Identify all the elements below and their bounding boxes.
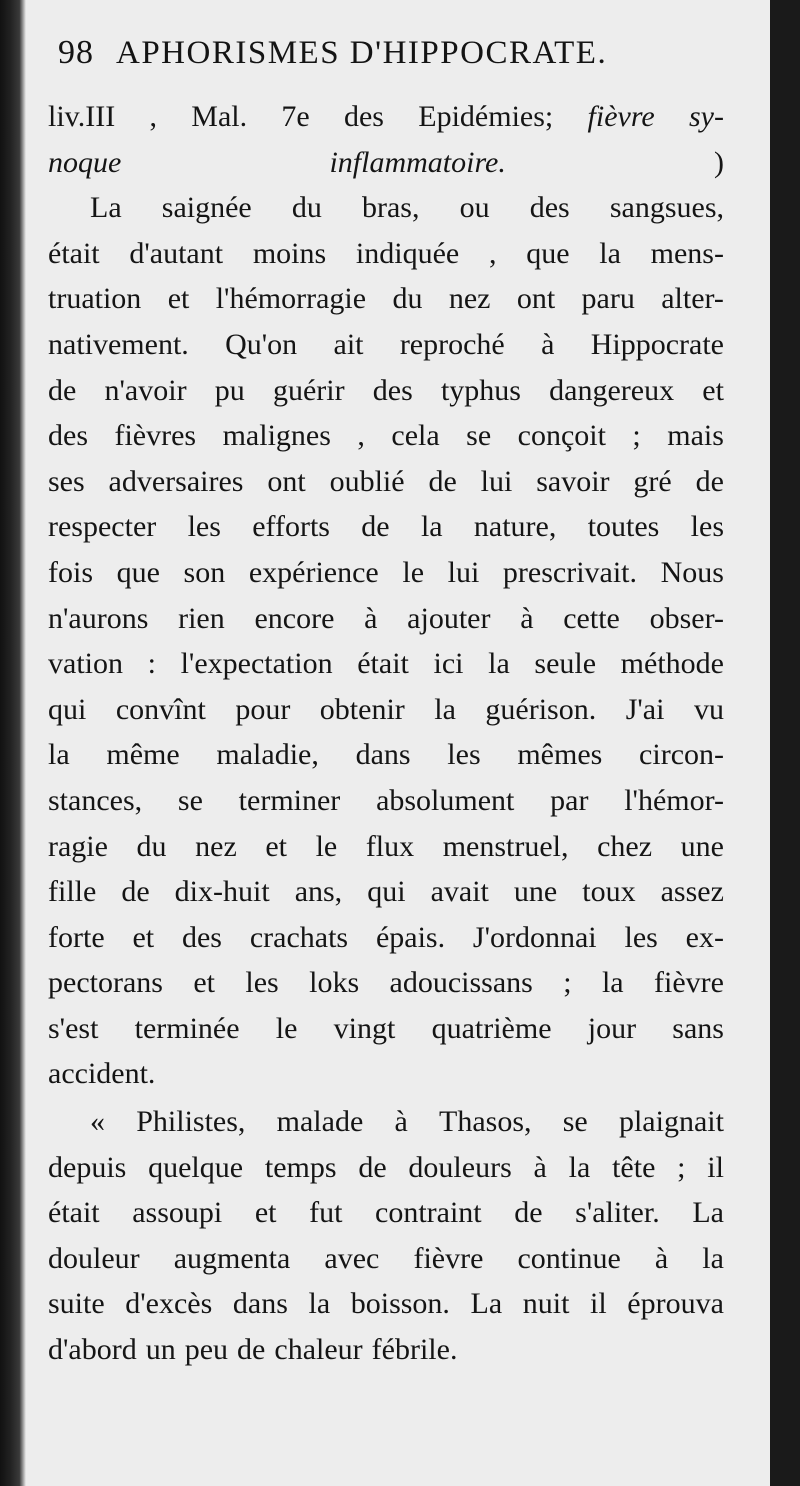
word: terminer bbox=[238, 783, 341, 817]
word: le bbox=[402, 555, 425, 589]
word: augmenta bbox=[173, 1241, 291, 1275]
text-line bbox=[48, 869, 724, 915]
text-line bbox=[48, 1051, 724, 1097]
page-edge-shadow bbox=[770, 0, 800, 1486]
word: des bbox=[343, 100, 384, 133]
word: d'autant bbox=[129, 236, 224, 270]
word: la bbox=[488, 647, 510, 681]
word: à bbox=[520, 601, 534, 635]
word: et bbox=[265, 829, 287, 863]
word: J'ordonnai bbox=[472, 920, 597, 954]
word: il bbox=[707, 1150, 724, 1184]
word: quatrième bbox=[431, 1011, 552, 1045]
word: fut bbox=[309, 1196, 343, 1230]
word: s'est bbox=[48, 1011, 99, 1045]
word: et bbox=[167, 282, 190, 316]
word: douleur bbox=[48, 1241, 140, 1275]
word: obser- bbox=[649, 601, 724, 635]
word: conçoit bbox=[517, 419, 606, 453]
page-gutter-shadow bbox=[0, 0, 26, 1486]
word: la bbox=[702, 1241, 724, 1275]
word: adoucissans bbox=[389, 966, 533, 1000]
text-line bbox=[48, 1190, 724, 1236]
word: ou bbox=[459, 191, 490, 225]
word: la bbox=[420, 510, 443, 544]
word: La bbox=[692, 1196, 724, 1230]
word: nativement. bbox=[48, 327, 189, 361]
word: inflammatoire. bbox=[329, 145, 506, 179]
word: et bbox=[254, 1196, 277, 1230]
word: , bbox=[149, 100, 157, 133]
word: ex- bbox=[685, 920, 724, 954]
word: était bbox=[357, 647, 409, 681]
text-line bbox=[48, 368, 724, 414]
word: menstruel, bbox=[442, 829, 569, 863]
text-line bbox=[48, 596, 724, 642]
word: malade bbox=[276, 1105, 364, 1139]
word: les bbox=[624, 920, 658, 954]
word: expérience bbox=[248, 555, 379, 589]
word: paru bbox=[581, 282, 635, 316]
word: ; bbox=[563, 966, 572, 1000]
word: la bbox=[568, 1150, 591, 1184]
word: guérir bbox=[272, 373, 345, 407]
text-line bbox=[48, 140, 724, 186]
word: circon- bbox=[639, 738, 724, 772]
word: ont bbox=[516, 282, 556, 316]
word: nez bbox=[448, 282, 491, 316]
word: noque bbox=[48, 145, 122, 179]
word: reproché bbox=[399, 327, 505, 361]
word: la bbox=[601, 966, 624, 1000]
word: convînt bbox=[115, 692, 206, 726]
text-line bbox=[48, 413, 724, 459]
text-line bbox=[48, 504, 724, 550]
word: dix-huit bbox=[174, 875, 270, 909]
word: loks bbox=[309, 966, 360, 1000]
text-line bbox=[48, 1327, 724, 1373]
word: peu bbox=[184, 1333, 229, 1367]
word: ici bbox=[433, 647, 464, 681]
word: l'hémorragie bbox=[215, 282, 367, 316]
word: forte bbox=[48, 920, 105, 954]
text-line bbox=[48, 687, 724, 733]
word: se bbox=[562, 1105, 588, 1139]
word: à bbox=[533, 1150, 547, 1184]
word: La bbox=[90, 191, 122, 225]
word: des bbox=[529, 191, 570, 225]
word: suite bbox=[48, 1287, 105, 1321]
word: se bbox=[177, 783, 203, 817]
word: se bbox=[466, 419, 492, 453]
word: les bbox=[690, 510, 724, 544]
word: terminée bbox=[134, 1011, 240, 1045]
word: la bbox=[48, 738, 70, 772]
word: à bbox=[654, 1241, 669, 1275]
text-line bbox=[48, 960, 724, 1006]
word: de bbox=[695, 464, 724, 498]
text-line bbox=[48, 94, 724, 140]
word: à bbox=[541, 327, 555, 361]
word: par bbox=[550, 783, 589, 817]
word: de bbox=[361, 510, 390, 544]
text-line bbox=[48, 550, 724, 596]
word: 7e bbox=[281, 100, 310, 133]
word: et bbox=[132, 920, 155, 954]
word: pu bbox=[214, 373, 245, 407]
word: moins bbox=[252, 236, 327, 270]
word: de bbox=[514, 1196, 543, 1230]
word: truation bbox=[48, 282, 142, 316]
word: épais. bbox=[375, 920, 446, 954]
word: la bbox=[599, 236, 621, 270]
word: ) bbox=[714, 145, 724, 179]
word: assez bbox=[660, 875, 724, 909]
word: seule bbox=[534, 647, 597, 681]
word: les bbox=[245, 966, 279, 1000]
text-line bbox=[48, 1236, 724, 1282]
word: de bbox=[121, 875, 150, 909]
word: et bbox=[702, 373, 724, 407]
word: bras, bbox=[361, 191, 420, 225]
word: alter- bbox=[661, 282, 724, 316]
text-line bbox=[48, 1281, 724, 1327]
word: une bbox=[513, 875, 558, 909]
word: de bbox=[48, 373, 77, 407]
word: ; bbox=[677, 1150, 686, 1184]
word: la bbox=[434, 692, 456, 726]
word: Thasos, bbox=[439, 1105, 532, 1139]
text-line bbox=[48, 322, 724, 368]
word: de bbox=[237, 1333, 266, 1367]
text-line bbox=[48, 276, 724, 322]
word: crachats bbox=[249, 920, 349, 954]
word: J'ai bbox=[625, 692, 665, 726]
word: liv.III bbox=[48, 100, 116, 133]
word: n'avoir bbox=[104, 373, 187, 407]
word: ont bbox=[267, 464, 306, 498]
word: l'hémor- bbox=[624, 783, 724, 817]
text-line bbox=[48, 1099, 724, 1145]
running-title: APHORISMES D'HIPPOCRATE. bbox=[116, 35, 608, 71]
word: pectorans bbox=[48, 966, 163, 1000]
word: fièvres bbox=[114, 419, 197, 453]
word: qui bbox=[48, 692, 87, 726]
word: ans, bbox=[294, 875, 343, 909]
word: , bbox=[488, 236, 497, 270]
word: était bbox=[48, 1196, 100, 1230]
word: à bbox=[394, 1105, 408, 1139]
word: nez bbox=[195, 829, 237, 863]
word: Hippocrate bbox=[590, 327, 724, 361]
word: vation bbox=[48, 647, 123, 681]
text-line bbox=[48, 732, 724, 778]
word: une bbox=[680, 829, 724, 863]
text-line bbox=[48, 778, 724, 824]
text-line bbox=[48, 231, 724, 277]
word: cela bbox=[391, 419, 440, 453]
word: éprouva bbox=[627, 1287, 724, 1321]
word: Philistes, bbox=[136, 1105, 246, 1139]
text-line bbox=[48, 915, 724, 961]
word: cette bbox=[563, 601, 620, 635]
word: les bbox=[187, 510, 221, 544]
word: continue bbox=[517, 1241, 621, 1275]
word: indiquée bbox=[355, 236, 460, 270]
word: La bbox=[470, 1287, 503, 1321]
page-header bbox=[58, 34, 718, 94]
word: sans bbox=[672, 1011, 724, 1045]
word: pour bbox=[235, 692, 291, 726]
word: fébrile. bbox=[371, 1333, 458, 1367]
page-number: 98 bbox=[58, 34, 94, 71]
word: prescrivait. bbox=[502, 555, 638, 589]
word: du bbox=[291, 191, 322, 225]
word: sangsues, bbox=[609, 191, 724, 225]
word: des bbox=[372, 373, 413, 407]
word: mais bbox=[667, 419, 724, 453]
word: quelque bbox=[148, 1150, 244, 1184]
word: toutes bbox=[587, 510, 660, 544]
word: de bbox=[358, 1150, 387, 1184]
word: Epidémies; bbox=[418, 100, 554, 133]
word: d'abord bbox=[48, 1333, 137, 1367]
text-line bbox=[48, 1006, 724, 1052]
word: le bbox=[275, 1011, 298, 1045]
word: chez bbox=[597, 829, 653, 863]
word: nuit bbox=[522, 1287, 570, 1321]
word: de bbox=[428, 464, 457, 498]
word: ses bbox=[48, 464, 85, 498]
word: dans bbox=[355, 738, 411, 772]
word: ait bbox=[333, 327, 364, 361]
word: le bbox=[315, 829, 338, 863]
word: tête bbox=[612, 1150, 656, 1184]
word: oublié bbox=[329, 464, 405, 498]
word: dangereux bbox=[549, 373, 675, 407]
word: savoir bbox=[536, 464, 610, 498]
word: , bbox=[357, 419, 365, 453]
word: que bbox=[116, 555, 160, 589]
word: méthode bbox=[620, 647, 724, 681]
word: mens- bbox=[650, 236, 724, 270]
word: plaignait bbox=[618, 1105, 724, 1139]
text-line bbox=[48, 459, 724, 505]
word: un bbox=[145, 1333, 176, 1367]
word: respecter bbox=[48, 510, 157, 544]
word: Mal. bbox=[191, 100, 248, 133]
word: absolument bbox=[376, 783, 515, 817]
word: la bbox=[308, 1287, 331, 1321]
word: à bbox=[364, 601, 378, 635]
word: sy- bbox=[689, 100, 724, 133]
word: n'aurons bbox=[48, 601, 149, 635]
word: efforts bbox=[252, 510, 330, 544]
word: vu bbox=[693, 692, 724, 726]
word: des bbox=[48, 419, 88, 453]
word: flux bbox=[365, 829, 415, 863]
word: depuis bbox=[48, 1150, 127, 1184]
text-line bbox=[48, 185, 724, 231]
word: mêmes bbox=[517, 738, 603, 772]
word: accident. bbox=[48, 1057, 156, 1091]
word: Qu'on bbox=[225, 327, 298, 361]
word: gré bbox=[633, 464, 672, 498]
word: : bbox=[147, 647, 156, 681]
word: malignes bbox=[222, 419, 331, 453]
text-line bbox=[48, 641, 724, 687]
word: s'aliter. bbox=[575, 1196, 660, 1230]
word: Nous bbox=[660, 555, 724, 589]
word: typhus bbox=[440, 373, 521, 407]
word: saignée bbox=[161, 191, 252, 225]
word: lui bbox=[480, 464, 513, 498]
word: fièvre bbox=[413, 1241, 484, 1275]
word: fièvre bbox=[587, 100, 655, 133]
body-text bbox=[48, 94, 724, 1373]
word: son bbox=[183, 555, 226, 589]
word: vingt bbox=[333, 1011, 396, 1045]
word: avait bbox=[430, 875, 489, 909]
text-line bbox=[48, 824, 724, 870]
word: toux bbox=[582, 875, 636, 909]
word: boisson. bbox=[350, 1287, 450, 1321]
word: ajouter bbox=[407, 601, 491, 635]
word: et bbox=[193, 966, 215, 1000]
word: stances, bbox=[48, 783, 143, 817]
word: rien bbox=[178, 601, 225, 635]
word: assoupi bbox=[132, 1196, 223, 1230]
word: fièvre bbox=[654, 966, 724, 1000]
word: maladie, bbox=[216, 738, 319, 772]
word: fois bbox=[48, 555, 93, 589]
word: qui bbox=[367, 875, 406, 909]
word: était bbox=[48, 236, 100, 270]
word: que bbox=[526, 236, 570, 270]
word: temps bbox=[264, 1150, 337, 1184]
word: adversaires bbox=[108, 464, 244, 498]
word: contraint bbox=[375, 1196, 482, 1230]
word: avec bbox=[324, 1241, 380, 1275]
text-line bbox=[48, 1145, 724, 1191]
word: du bbox=[136, 829, 167, 863]
word: fille bbox=[48, 875, 97, 909]
word: chaleur bbox=[274, 1333, 363, 1367]
word: d'excès bbox=[125, 1287, 213, 1321]
word: ; bbox=[632, 419, 641, 453]
word: les bbox=[447, 738, 481, 772]
word: guérison. bbox=[485, 692, 597, 726]
word: même bbox=[106, 738, 180, 772]
word: ragie bbox=[48, 829, 108, 863]
word: « bbox=[90, 1105, 105, 1139]
word: dans bbox=[232, 1287, 288, 1321]
word: obtenir bbox=[319, 692, 405, 726]
word: encore bbox=[254, 601, 335, 635]
word: douleurs bbox=[408, 1150, 512, 1184]
word: du bbox=[392, 282, 423, 316]
word: jour bbox=[587, 1011, 637, 1045]
word: il bbox=[590, 1287, 607, 1321]
word: des bbox=[181, 920, 222, 954]
word: nature, bbox=[473, 510, 557, 544]
word: lui bbox=[447, 555, 480, 589]
word: l'expectation bbox=[180, 647, 333, 681]
